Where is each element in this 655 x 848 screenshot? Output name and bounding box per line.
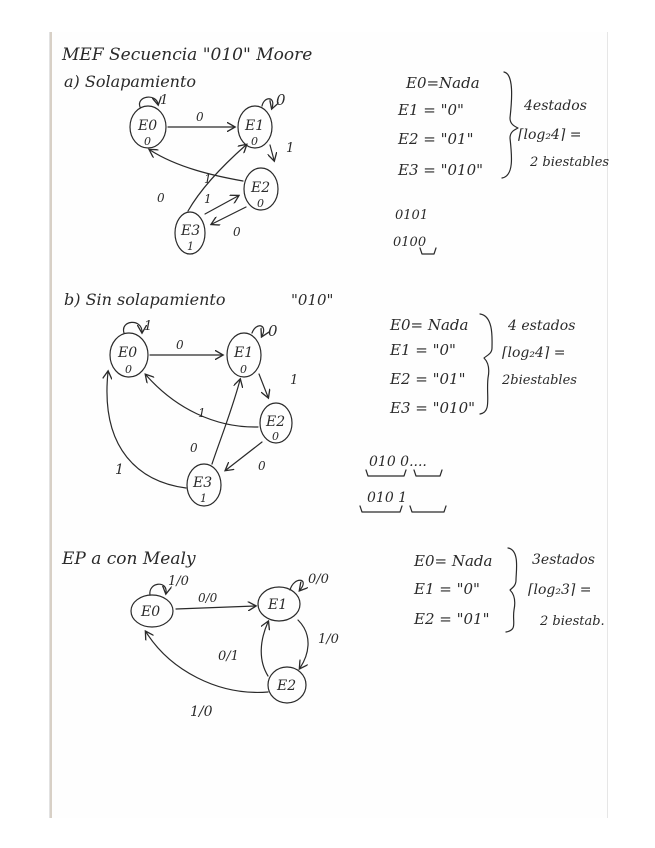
brace	[480, 314, 492, 414]
state-label: E0	[138, 118, 158, 134]
transition-arrow	[150, 150, 243, 181]
self-loop-arrow	[290, 580, 303, 590]
state-label: E0	[141, 604, 161, 620]
underline-mark	[414, 470, 442, 476]
loop-label: 0	[276, 91, 286, 109]
state-definition: E0= Nada	[414, 552, 493, 570]
state-output: 0	[251, 135, 258, 148]
example-sequence: 010 0....	[369, 454, 427, 470]
state-definition: E1 = "0"	[390, 341, 456, 359]
underline-mark	[360, 506, 402, 512]
arrow-label: 0	[157, 191, 165, 205]
section-mealy-heading: EP a con Mealy	[62, 549, 196, 569]
state-label: E3	[181, 223, 201, 239]
note-text: 4 estados	[508, 318, 576, 334]
state-output: 0	[257, 197, 264, 210]
arrow-label: 1	[198, 406, 206, 420]
state-label: E2	[277, 678, 297, 694]
state-definition: E3 = "010"	[390, 399, 476, 417]
underline-mark	[410, 506, 446, 512]
brace	[506, 548, 517, 632]
arrow-label: 1	[204, 192, 212, 206]
example-sequence: 0100	[393, 235, 427, 250]
transition-arrow	[298, 620, 308, 668]
arrow-label: 1	[204, 172, 212, 186]
state-definition: E2 = "01"	[414, 610, 490, 628]
arrow-label: 1	[115, 462, 124, 478]
note-text: 2biestables	[502, 373, 577, 388]
loop-label: 0	[268, 322, 278, 340]
underline-mark	[366, 470, 406, 476]
arrow-label: 1/0	[318, 632, 339, 647]
note-text: 2 biestables	[530, 155, 610, 170]
note-text: 2 biestab.	[540, 614, 605, 629]
note-text: ⌈log₂3⌉ =	[528, 582, 592, 598]
note-text: 3estados	[532, 552, 595, 568]
state-label: E1	[268, 597, 288, 613]
arrow-label: 0/1	[218, 649, 239, 664]
state-label: E1	[245, 118, 265, 134]
section-b-sequence: "010"	[291, 291, 334, 309]
state-output: 0	[272, 430, 279, 443]
transition-arrow	[188, 145, 246, 211]
note-text: 4estados	[524, 98, 587, 114]
state-output: 0	[144, 135, 151, 148]
transition-arrow	[259, 374, 268, 397]
state-definition: E2 = "01"	[398, 130, 474, 148]
loop-label: 1/0	[168, 574, 189, 589]
state-definition: E3 = "010"	[398, 161, 484, 179]
section-a-heading: a) Solapamiento	[64, 72, 197, 91]
state-label: E2	[266, 414, 286, 430]
state-label: E3	[193, 475, 213, 491]
state-definition: E2 = "01"	[390, 370, 466, 388]
state-label: E0	[118, 345, 138, 361]
state-definition: E1 = "0"	[398, 101, 464, 119]
transition-arrow	[176, 606, 255, 609]
example-sequence: 010 1	[367, 490, 408, 506]
transition-arrow	[212, 207, 246, 224]
state-definition: E1 = "0"	[414, 580, 480, 598]
state-output: 1	[200, 492, 207, 505]
transition-arrow	[226, 442, 262, 470]
note-text: ⌈log₂4⌉ =	[518, 127, 582, 143]
state-label: E1	[234, 345, 254, 361]
self-loop-arrow	[124, 322, 142, 333]
transition-arrow	[146, 632, 268, 692]
arrow-label: 0	[176, 338, 184, 352]
transition-arrow	[212, 380, 240, 464]
example-sequence: 0101	[395, 208, 429, 223]
arrow-label: 0	[196, 110, 204, 124]
arrow-label: 0/0	[198, 591, 218, 605]
arrow-label: 1	[290, 373, 299, 388]
arrow-label: 0	[233, 225, 241, 239]
self-loop-arrow	[150, 584, 166, 595]
loop-label: 0/0	[308, 572, 329, 587]
self-loop-arrow	[262, 99, 273, 108]
brace	[502, 72, 518, 178]
state-definition: E0=Nada	[406, 74, 480, 92]
arrow-label: 0	[258, 459, 266, 473]
state-label: E2	[251, 180, 271, 196]
self-loop-arrow	[252, 326, 264, 336]
state-output: 0	[240, 363, 247, 376]
section-b-heading: b) Sin solapamiento	[64, 290, 226, 309]
arrow-label: 1/0	[190, 704, 213, 720]
state-output: 0	[125, 363, 132, 376]
state-definition: E0= Nada	[390, 316, 469, 334]
page-title: MEF Secuencia "010" Moore	[62, 45, 313, 65]
loop-label: 1	[160, 93, 169, 108]
transition-arrow	[261, 622, 268, 676]
arrow-label: 0	[190, 441, 198, 455]
loop-label: 1	[144, 319, 153, 334]
transition-arrow	[270, 145, 274, 160]
state-output: 1	[187, 240, 194, 253]
note-text: ⌈log₂4⌉ =	[502, 345, 566, 361]
arrow-label: 1	[286, 141, 295, 156]
